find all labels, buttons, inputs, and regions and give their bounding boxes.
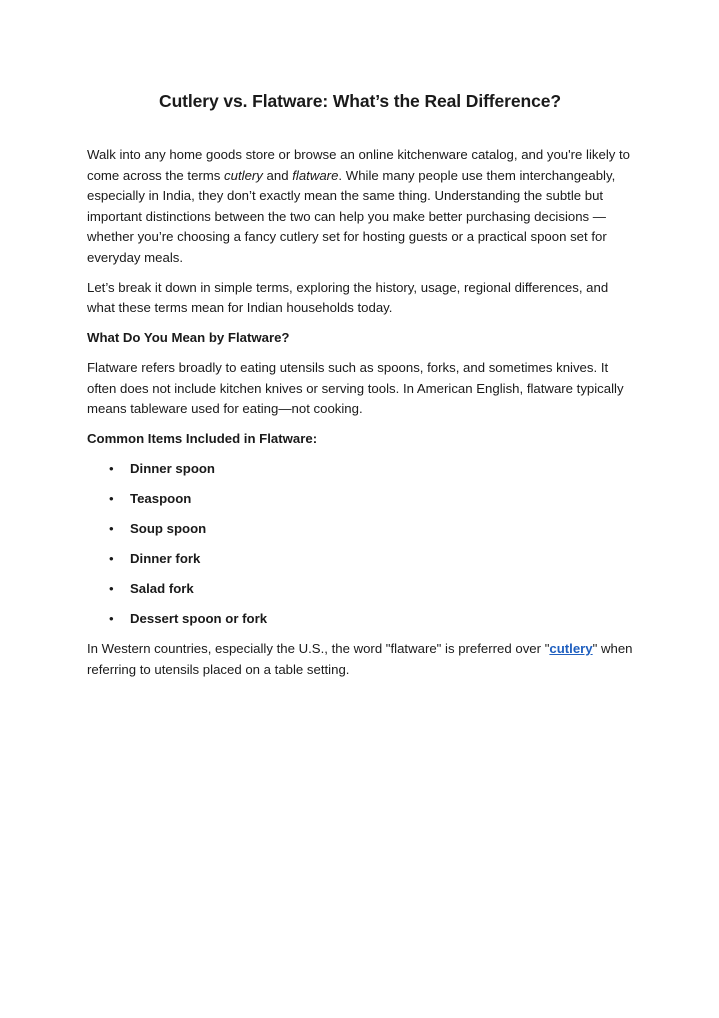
bullet-icon: • (109, 521, 114, 536)
list-item (87, 579, 633, 600)
section-body-paragraph: Flatware refers broadly to eating utensils such as spoons, forks, and sometimes knives. It often does not include kitchen knives or serving tools. In American English, flatware typically means tableware used for eating—not cooking. (87, 360, 624, 416)
bullet-icon: • (109, 611, 114, 626)
cutlery-link[interactable]: cutlery (549, 641, 593, 656)
list-item-label: Dinner spoon (130, 461, 215, 476)
bullet-icon: • (109, 491, 114, 506)
list-item (87, 519, 633, 540)
breakdown-paragraph: Let’s break it down in simple terms, exploring the history, usage, regional differences, and what these terms mean for Indian households today. (87, 279, 609, 315)
bullet-icon: • (109, 461, 114, 476)
intro-text-2: . While many people use them interchangeably, especially in India, they don’t exactly mean the same thing. Understanding the subtle but important distinctions between the two can help you make better purchasing decisions — whether you’re choosing a fancy cutlery set for hosting guests or a practical spoon set for everyday meals. (87, 167, 616, 265)
intro-text-1: Walk into any home goods store or browse an online kitchenware catalog, and you're likely to come across the terms (87, 147, 631, 183)
intro-paragraph (87, 145, 633, 268)
list-item (87, 609, 633, 630)
bullet-icon: • (109, 551, 114, 566)
flatware-items-list (87, 459, 633, 630)
list-item (87, 459, 633, 480)
page-title: Cutlery vs. Flatware: What’s the Real Difference? (159, 91, 561, 111)
bullet-icon: • (109, 581, 114, 596)
list-item (87, 489, 633, 510)
list-item-label: Teaspoon (130, 491, 192, 506)
list-item-label: Soup spoon (130, 521, 207, 536)
list-item (87, 549, 633, 570)
term-cutlery: cutlery (224, 167, 263, 183)
section-heading: What Do You Mean by Flatware? (87, 330, 290, 345)
list-item-label: Dessert spoon or fork (130, 611, 268, 626)
closing-text-1: In Western countries, especially the U.S., the word "flatware" is preferred over " (87, 641, 550, 656)
intro-and: and (262, 167, 293, 183)
list-heading: Common Items Included in Flatware: (87, 431, 318, 446)
list-item-label: Dinner fork (130, 551, 201, 566)
term-flatware: flatware (292, 167, 339, 183)
closing-paragraph (87, 639, 633, 680)
closing-text-2: " when referring to utensils placed on a table setting. (87, 641, 633, 677)
list-item-label: Salad fork (130, 581, 194, 596)
